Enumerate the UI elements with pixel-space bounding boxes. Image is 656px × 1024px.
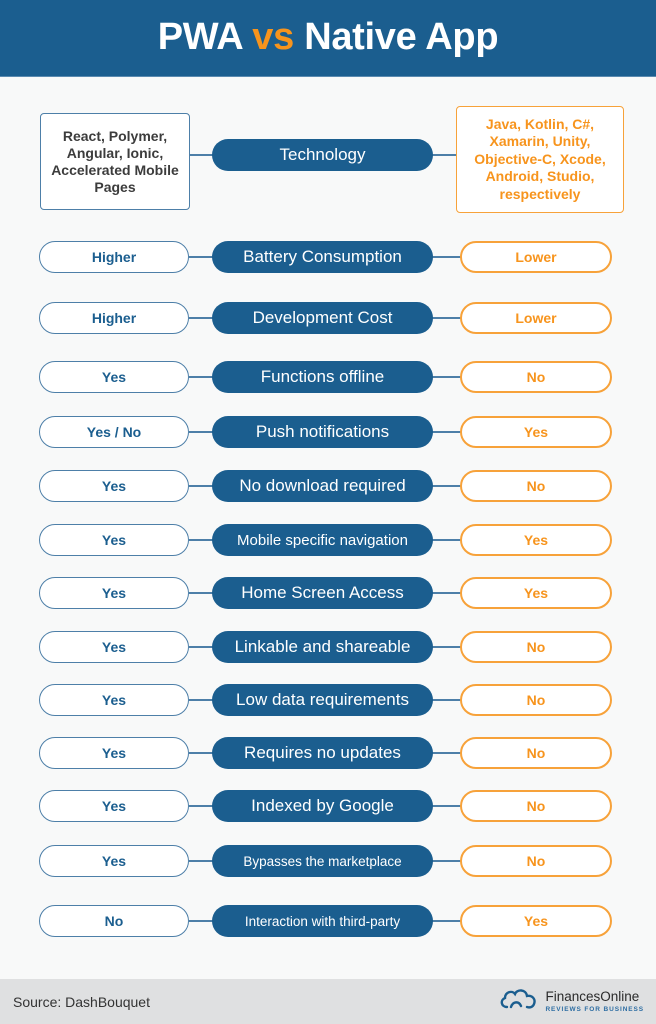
native-value: No <box>460 631 612 663</box>
pwa-value: Yes <box>39 737 189 769</box>
pwa-value: Yes / No <box>39 416 189 448</box>
connector-line <box>189 154 213 156</box>
connector-line <box>189 256 213 258</box>
connector-line <box>189 485 213 487</box>
feature-label-technology: Technology <box>212 139 433 171</box>
native-value: Yes <box>460 577 612 609</box>
feature-label: Linkable and shareable <box>212 631 433 663</box>
native-value: No <box>460 790 612 822</box>
pwa-value: Yes <box>39 684 189 716</box>
connector-line <box>189 699 213 701</box>
connector-line <box>432 376 461 378</box>
native-value: No <box>460 684 612 716</box>
connector-line <box>189 376 213 378</box>
connector-line <box>432 154 457 156</box>
brand-name: FinancesOnline <box>545 989 640 1004</box>
pwa-value: Yes <box>39 790 189 822</box>
title-pwa: PWA <box>157 15 242 58</box>
footer <box>0 979 656 1024</box>
brand-tagline: REVIEWS FOR BUSINESS <box>545 1005 644 1013</box>
native-value: No <box>460 361 612 393</box>
connector-line <box>432 752 461 754</box>
feature-label: Battery Consumption <box>212 241 433 273</box>
feature-label: Requires no updates <box>212 737 433 769</box>
pwa-value: Higher <box>39 241 189 273</box>
connector-line <box>432 256 461 258</box>
pwa-value: Yes <box>39 470 189 502</box>
pwa-value: Yes <box>39 845 189 877</box>
connector-line <box>189 920 213 922</box>
feature-label: Interaction with third-party <box>212 905 433 937</box>
native-value: Lower <box>460 241 612 273</box>
connector-line <box>432 646 461 648</box>
connector-line <box>189 539 213 541</box>
native-value: No <box>460 470 612 502</box>
feature-label: No download required <box>212 470 433 502</box>
connector-line <box>432 805 461 807</box>
pwa-value: No <box>39 905 189 937</box>
feature-label: Push notifications <box>212 416 433 448</box>
feature-label: Low data requirements <box>212 684 433 716</box>
native-technology-box: Java, Kotlin, C#, Xamarin, Unity, Objective-C, Xcode, Android, Studio, respectively <box>456 106 624 213</box>
connector-line <box>432 920 461 922</box>
feature-label: Development Cost <box>212 302 433 334</box>
connector-line <box>189 431 213 433</box>
feature-label: Mobile specific navigation <box>212 524 433 556</box>
pwa-value: Higher <box>39 302 189 334</box>
pwa-value: Yes <box>39 631 189 663</box>
connector-line <box>432 431 461 433</box>
native-value: Yes <box>460 416 612 448</box>
connector-line <box>189 860 213 862</box>
connector-line <box>189 752 213 754</box>
connector-line <box>432 592 461 594</box>
title-vs: vs <box>252 15 294 58</box>
connector-line <box>432 699 461 701</box>
connector-line <box>189 805 213 807</box>
connector-line <box>189 592 213 594</box>
source-credit: Source: DashBouquet <box>13 993 150 1010</box>
native-value: Lower <box>460 302 612 334</box>
cloud-icon <box>499 987 539 1016</box>
connector-line <box>432 485 461 487</box>
header-banner <box>0 0 656 77</box>
page-title <box>158 16 499 59</box>
pwa-value: Yes <box>39 524 189 556</box>
feature-label: Functions offline <box>212 361 433 393</box>
connector-line <box>432 860 461 862</box>
feature-label: Home Screen Access <box>212 577 433 609</box>
pwa-technology-box: React, Polymer, Angular, Ionic, Accelerated Mobile Pages <box>40 113 190 210</box>
native-value: No <box>460 737 612 769</box>
connector-line <box>432 539 461 541</box>
pwa-value: Yes <box>39 361 189 393</box>
native-value: Yes <box>460 524 612 556</box>
connector-line <box>189 317 213 319</box>
brand-logo[interactable] <box>499 987 644 1016</box>
native-value: Yes <box>460 905 612 937</box>
feature-label: Bypasses the marketplace <box>212 845 433 877</box>
pwa-value: Yes <box>39 577 189 609</box>
connector-line <box>432 317 461 319</box>
connector-line <box>189 646 213 648</box>
feature-label: Indexed by Google <box>212 790 433 822</box>
native-value: No <box>460 845 612 877</box>
title-native: Native App <box>304 15 499 58</box>
